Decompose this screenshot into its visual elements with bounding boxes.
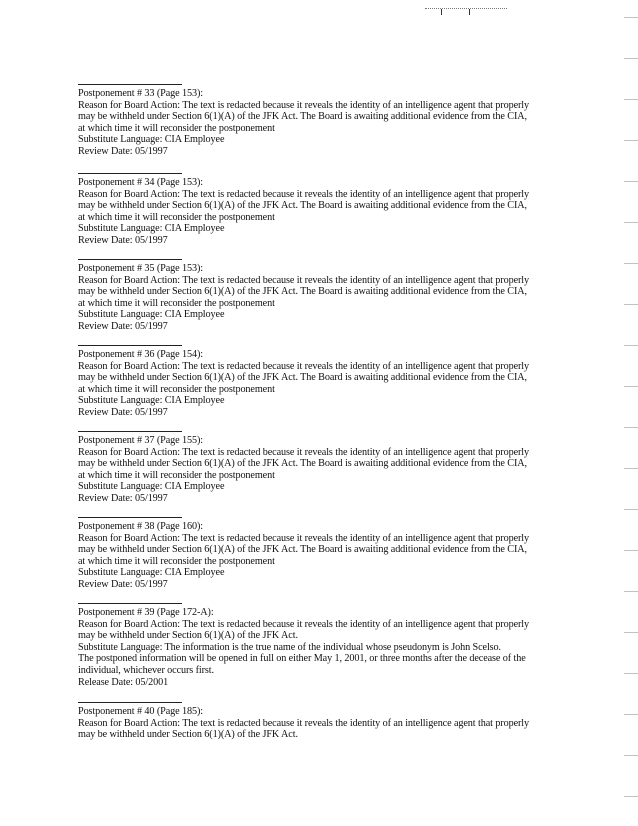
postponement-title: Postponement # 36 (Page 154):	[78, 349, 203, 360]
postponement-title: Postponement # 35 (Page 153):	[78, 263, 203, 274]
separator-rule	[78, 517, 182, 518]
reason-line: may be withheld under Section 6(1)(A) of the JFK Act. The Board is awaiting additional evidence from the CIA,	[78, 372, 527, 384]
detail-line: Substitute Language: CIA Employee	[78, 481, 225, 493]
detail-line: Review Date: 05/1997	[78, 145, 168, 157]
separator-rule	[78, 84, 182, 85]
reason-line: Reason for Board Action: The text is redacted because it reveals the identity of an intelligence agent that properly	[78, 188, 530, 200]
reason-line: at which time it will reconsider the postponement	[78, 122, 275, 134]
postponement-entry	[78, 517, 578, 591]
detail-line: Release Date: 05/2001	[78, 676, 169, 688]
reason-line: at which time it will reconsider the postponement	[78, 211, 275, 223]
reason-line: Reason for Board Action: The text is redacted because it reveals the identity of an intelligence agent that properly	[78, 99, 530, 111]
detail-line: The postponed information will be opened in full on either May 1, 2001, or three months after the decease of the	[78, 653, 526, 665]
separator-rule	[78, 431, 182, 432]
postponement-entry	[78, 702, 578, 741]
reason-line: may be withheld under Section 6(1)(A) of the JFK Act. The Board is awaiting additional evidence from the CIA,	[78, 200, 527, 212]
reason-line: Reason for Board Action: The text is redacted because it reveals the identity of an intelligence agent that properly	[78, 446, 530, 458]
detail-line: Review Date: 05/1997	[78, 320, 168, 332]
postponement-title: Postponement # 37 (Page 155):	[78, 435, 203, 446]
postponement-title: Postponement # 34 (Page 153):	[78, 177, 203, 188]
reason-line: may be withheld under Section 6(1)(A) of the JFK Act.	[78, 630, 298, 642]
postponement-entry	[78, 603, 578, 688]
detail-line: Substitute Language: CIA Employee	[78, 223, 225, 235]
postponement-entry	[78, 173, 578, 247]
reason-line: may be withheld under Section 6(1)(A) of the JFK Act.	[78, 729, 298, 741]
reason-line: may be withheld under Section 6(1)(A) of the JFK Act. The Board is awaiting additional evidence from the CIA,	[78, 111, 527, 123]
scan-tick	[441, 9, 442, 15]
reason-line: may be withheld under Section 6(1)(A) of the JFK Act. The Board is awaiting additional evidence from the CIA,	[78, 286, 527, 298]
detail-line: Review Date: 05/1997	[78, 578, 168, 590]
postponement-title: Postponement # 39 (Page 172-A):	[78, 607, 214, 618]
reason-line: at which time it will reconsider the postponement	[78, 469, 275, 481]
detail-line: Substitute Language: The information is the true name of the individual whose pseudonym is John Scelso.	[78, 641, 501, 653]
detail-line: Substitute Language: CIA Employee	[78, 395, 225, 407]
scan-artifact-top	[425, 8, 507, 13]
reason-line: may be withheld under Section 6(1)(A) of the JFK Act. The Board is awaiting additional evidence from the CIA,	[78, 544, 527, 556]
postponement-title: Postponement # 38 (Page 160):	[78, 521, 203, 532]
reason-line: Reason for Board Action: The text is redacted because it reveals the identity of an intelligence agent that properly	[78, 532, 530, 544]
separator-rule	[78, 345, 182, 346]
detail-line: Substitute Language: CIA Employee	[78, 134, 225, 146]
separator-rule	[78, 702, 182, 703]
postponement-entry	[78, 259, 578, 333]
postponement-entry	[78, 345, 578, 419]
detail-line: individual, whichever occurs first.	[78, 664, 214, 676]
detail-line: Review Date: 05/1997	[78, 234, 168, 246]
scan-artifact-right-edge	[624, 0, 638, 826]
reason-line: Reason for Board Action: The text is redacted because it reveals the identity of an intelligence agent that properly	[78, 274, 530, 286]
separator-rule	[78, 173, 182, 174]
detail-line: Substitute Language: CIA Employee	[78, 567, 225, 579]
scan-tick	[469, 9, 470, 15]
reason-line: at which time it will reconsider the postponement	[78, 555, 275, 567]
reason-line: Reason for Board Action: The text is redacted because it reveals the identity of an intelligence agent that properly	[78, 360, 530, 372]
reason-line: at which time it will reconsider the postponement	[78, 297, 275, 309]
reason-line: may be withheld under Section 6(1)(A) of the JFK Act. The Board is awaiting additional evidence from the CIA,	[78, 458, 527, 470]
detail-line: Review Date: 05/1997	[78, 492, 168, 504]
postponement-entry	[78, 84, 578, 158]
postponement-entry	[78, 431, 578, 505]
separator-rule	[78, 259, 182, 260]
postponement-title: Postponement # 33 (Page 153):	[78, 88, 203, 99]
postponement-title: Postponement # 40 (Page 185):	[78, 706, 203, 717]
reason-line: at which time it will reconsider the postponement	[78, 383, 275, 395]
reason-line: Reason for Board Action: The text is redacted because it reveals the identity of an intelligence agent that properly	[78, 618, 530, 630]
reason-line: Reason for Board Action: The text is redacted because it reveals the identity of an intelligence agent that properly	[78, 717, 530, 729]
detail-line: Substitute Language: CIA Employee	[78, 309, 225, 321]
separator-rule	[78, 603, 182, 604]
detail-line: Review Date: 05/1997	[78, 406, 168, 418]
